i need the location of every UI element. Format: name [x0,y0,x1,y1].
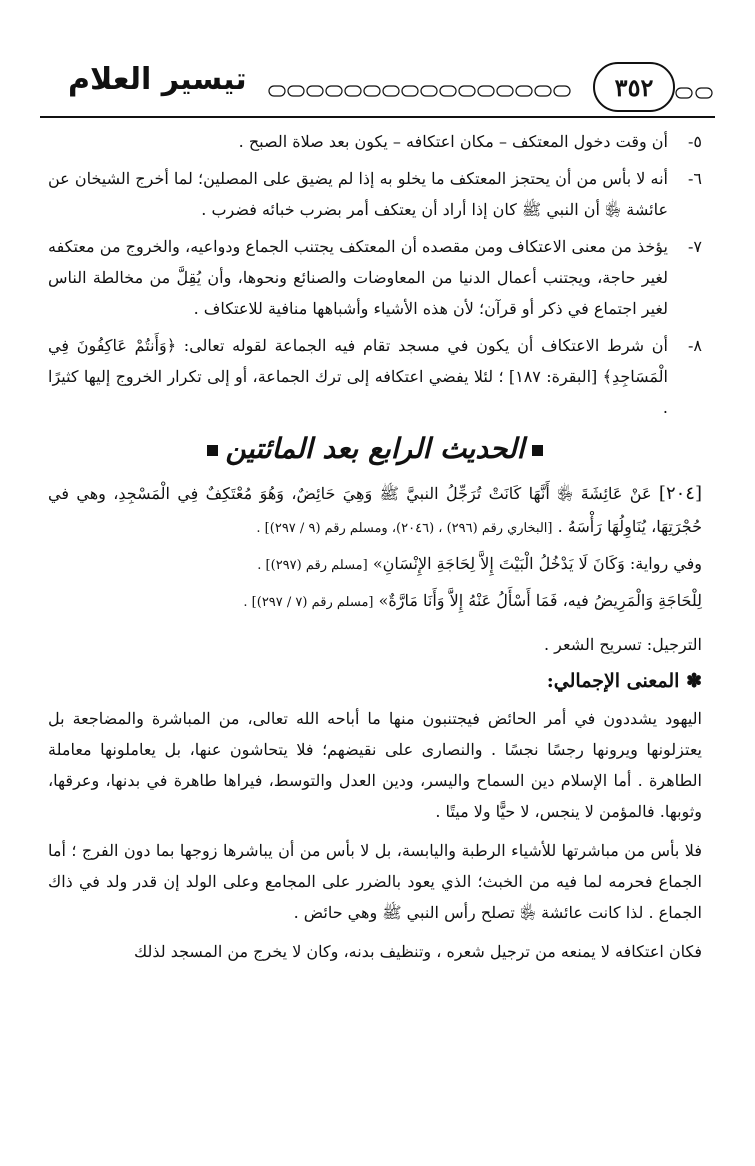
paragraph: فكان اعتكافه لا يمنعه من ترجيل شعره ، وتنظيف بدنه، وكان لا يخرج من المسجد لذلك [133,942,702,961]
list-item [48,126,702,157]
riwaya-text: لِلْحَاجَةِ وَالْمَرِيضُ فيه، فَمَا أَسْأَلُ عَنْهُ إِلاَّ وَأَنَا مَارَّةٌ» [378,591,702,610]
gloss-note: الترجيل: تسريح الشعر . [543,635,702,654]
list-item-text: أن وقت دخول المعتكف – مكان اعتكافه – يكون بعد صلاة الصبح . [238,132,668,151]
list-item [48,330,702,423]
paragraph: فلا بأس من مباشرتها للأشياء الرطبة واليابسة، بل لا بأس من أن يباشرها زوجها بما دون الفرج ؛ أما الجماع فحرمه لما فيه من الخبث؛ الذي يعود بالضرر على المجامع وعلى الولد إن قدر ولد في ذاك الجماع . لذا كانت عائشة ﵂ تصلح رأس النبي ﷺ وهي حائض . [48,841,702,922]
list-item [48,231,702,324]
hadith-number: [٢٠٤] [658,483,702,504]
section-heading-text: الحديث الرابع بعد المائتين [225,432,525,465]
list-item-text: يؤخذ من معنى الاعتكاف ومن مقصده أن المعتكف يجتنب الجماع ودواعيه، والخروج من معتكفه لغير حاجة، ويجتنب أعمال الدنيا من المعاوضات والصنائع ونحوها، وأن يُقِلَّ من مخالطة الناس لغير اجتماع في ذكر أو قرآن؛ لأن هذه الأشياء وأشباهها منافية للاعتكاف . [48,237,668,318]
paragraph: اليهود يشددون في أمر الحائض فيجتنبون منها ما أباحه الله تعالى، من المباشرة والمضاجعة بل يعتزلونها ويرونها رجسًا نجسًا . والنصارى على نقيضهم؛ فلا يتحاشون عنها، بل يعاملونها معاملة الطاهرة . أما الإسلام دين السماح واليسر، ودين العدل والتوسط، فيراها طاهرة في بدنها، وعرقها، وثوبها. فالمؤمن لا ينجس، لا حيًّا ولا ميتًا . [48,709,702,821]
section-heading [48,429,702,469]
list-item-text: أنه لا بأس من أن يحتجز المعتكف ما يخلو به إذا لم يضيق على المصلين؛ لما أخرج الشيخان عن عائشة ﵂ أن النبي ﷺ كان إذا أراد أن يعتكف أمر بضرب خبائه فضرب . [48,169,668,219]
hadith-riwaya [48,584,702,619]
list-item [48,163,702,225]
subheading: ✽ المعنى الإجمالي: [546,670,702,692]
header-rule [40,116,715,118]
page-content [48,126,702,975]
list-item-number: ٦- [688,169,702,188]
riwaya-text: وفي رواية: وَكَانَ لَا يَدْخُلُ الْبَيْتَ إِلاَّ لِحَاجَةِ الإِنْسَانِ» [372,554,702,573]
list-item-text: أن شرط الاعتكاف أن يكون في مسجد تقام فيه الجماعة لقوله تعالى: ﴿وَأَنتُمْ عَاكِفُونَ فِي الْمَسَاجِدِ﴾ [البقرة: ١٨٧] ؛ لئلا يفضي اعتكافه إلى ترك الجماعة، أو إلى تكرار الخروج إليها كثيرًا . [48,336,668,417]
ornament-chain-icon [268,84,580,98]
list-item-number: ٧- [688,237,702,256]
hadith-riwaya [48,547,702,582]
list-item-number: ٥- [688,132,702,151]
page-number: ٣٥٢ [593,62,675,112]
book-title: تيسير العلام [68,62,247,97]
square-bullet-icon [532,445,543,456]
ornament-chain-short-icon [675,86,715,100]
hadith-reference: [البخاري رقم (٢٩٦) ، (٢٠٤٦)، ومسلم رقم (٩ / ٢٩٧)] . [256,521,553,536]
riwaya-reference: [مسلم رقم (٧ / ٢٩٧)] . [243,595,374,610]
list-item-number: ٨- [688,336,702,355]
hadith-text [48,477,702,545]
hadith-body: عَنْ عَائِشَةَ ﵂ أَنَّهَا كَانَتْ تُرَجِّلُ النبيَّ ﷺ وَهِيَ حَائِضٌ، وَهُوَ مُعْتَكِفٌ فِي الْمَسْجِدِ، وهي في حُجْرَتِهَا، يُنَاوِلُهَا رَأْسَهُ . [48,484,702,536]
page-header [40,58,715,114]
square-bullet-icon [207,445,218,456]
riwaya-reference: [مسلم رقم (٢٩٧)] . [257,558,368,573]
